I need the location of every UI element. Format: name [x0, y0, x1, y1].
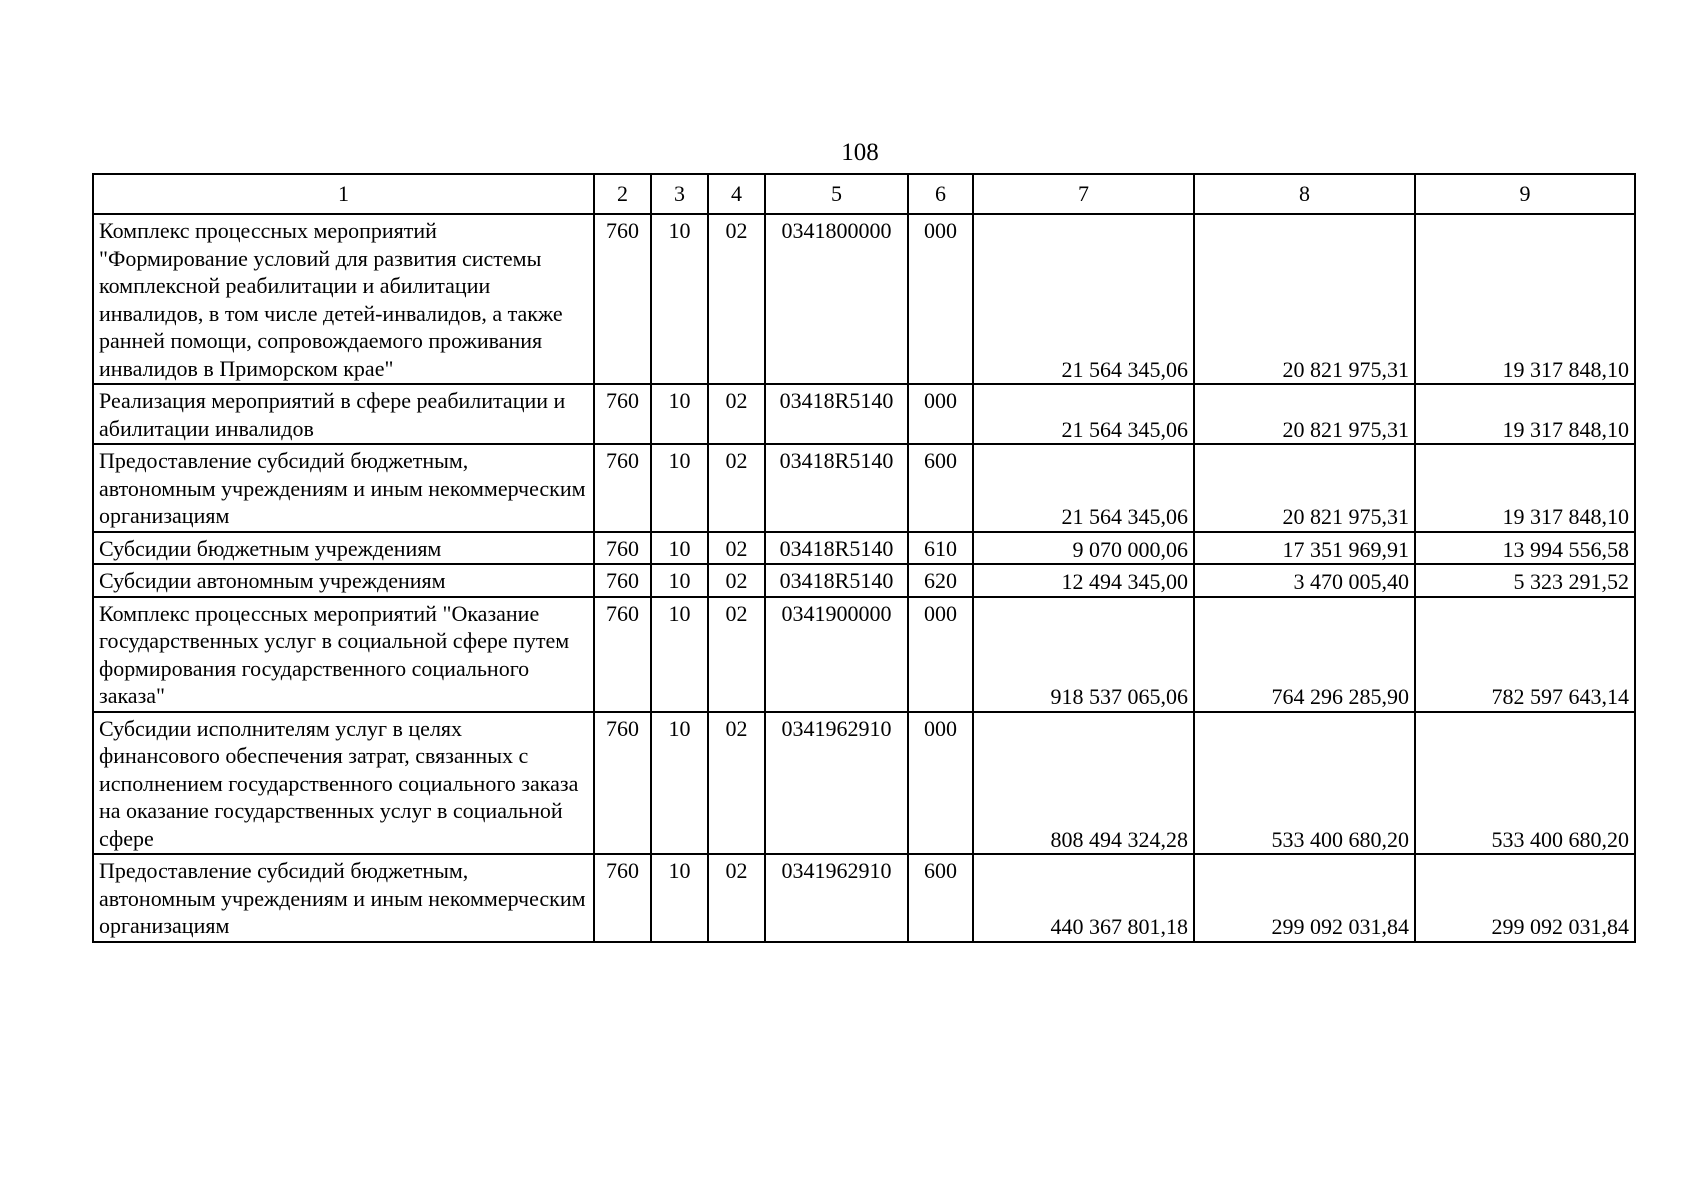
cell-col6: 000	[908, 384, 973, 444]
table-row	[93, 854, 1635, 942]
cell-col8: 20 821 975,31	[1194, 444, 1415, 532]
cell-col4: 02	[708, 532, 765, 565]
cell-col6: 600	[908, 444, 973, 532]
cell-col2: 760	[594, 444, 651, 532]
cell-col4: 02	[708, 444, 765, 532]
column-header: 7	[973, 174, 1194, 214]
cell-col2: 760	[594, 854, 651, 942]
cell-col8: 533 400 680,20	[1194, 712, 1415, 855]
cell-col4: 02	[708, 384, 765, 444]
table-row	[93, 597, 1635, 712]
cell-col9: 19 317 848,10	[1415, 214, 1635, 384]
cell-col8: 299 092 031,84	[1194, 854, 1415, 942]
column-header: 1	[93, 174, 594, 214]
cell-col7: 21 564 345,06	[973, 214, 1194, 384]
cell-col2: 760	[594, 532, 651, 565]
cell-col5: 0341900000	[765, 597, 908, 712]
cell-col5: 03418R5140	[765, 564, 908, 597]
cell-col6: 000	[908, 214, 973, 384]
cell-col3: 10	[651, 214, 708, 384]
cell-col2: 760	[594, 597, 651, 712]
column-header: 4	[708, 174, 765, 214]
cell-col5: 03418R5140	[765, 384, 908, 444]
table-row	[93, 384, 1635, 444]
cell-col3: 10	[651, 564, 708, 597]
cell-col9: 13 994 556,58	[1415, 532, 1635, 565]
row-name: Субсидии исполнителям услуг в целях финансового обеспечения затрат, связанных с исполнением государственного социального заказа на оказание государственных услуг в социальной сфере	[93, 712, 594, 855]
table-row	[93, 532, 1635, 565]
cell-col8: 20 821 975,31	[1194, 214, 1415, 384]
cell-col9: 782 597 643,14	[1415, 597, 1635, 712]
cell-col4: 02	[708, 597, 765, 712]
cell-col7: 808 494 324,28	[973, 712, 1194, 855]
row-name: Субсидии бюджетным учреждениям	[93, 532, 594, 565]
cell-col5: 0341800000	[765, 214, 908, 384]
cell-col3: 10	[651, 532, 708, 565]
cell-col4: 02	[708, 564, 765, 597]
cell-col5: 03418R5140	[765, 532, 908, 565]
row-name: Предоставление субсидий бюджетным, автономным учреждениям и иным некоммерческим организациям	[93, 444, 594, 532]
table-row	[93, 712, 1635, 855]
cell-col9: 19 317 848,10	[1415, 444, 1635, 532]
cell-col3: 10	[651, 712, 708, 855]
row-name: Предоставление субсидий бюджетным, автономным учреждениям и иным некоммерческим организациям	[93, 854, 594, 942]
cell-col6: 610	[908, 532, 973, 565]
page-number: 108	[841, 139, 879, 166]
cell-col7: 9 070 000,06	[973, 532, 1194, 565]
cell-col3: 10	[651, 854, 708, 942]
cell-col7: 21 564 345,06	[973, 444, 1194, 532]
cell-col3: 10	[651, 444, 708, 532]
cell-col2: 760	[594, 712, 651, 855]
cell-col4: 02	[708, 214, 765, 384]
cell-col6: 620	[908, 564, 973, 597]
cell-col6: 000	[908, 597, 973, 712]
table-header-row	[93, 174, 1635, 214]
cell-col5: 03418R5140	[765, 444, 908, 532]
column-header: 3	[651, 174, 708, 214]
cell-col7: 12 494 345,00	[973, 564, 1194, 597]
budget-table	[92, 173, 1636, 943]
cell-col8: 17 351 969,91	[1194, 532, 1415, 565]
cell-col5: 0341962910	[765, 712, 908, 855]
column-header: 6	[908, 174, 973, 214]
table-row	[93, 564, 1635, 597]
cell-col7: 21 564 345,06	[973, 384, 1194, 444]
row-name: Субсидии автономным учреждениям	[93, 564, 594, 597]
cell-col2: 760	[594, 214, 651, 384]
cell-col9: 533 400 680,20	[1415, 712, 1635, 855]
cell-col8: 20 821 975,31	[1194, 384, 1415, 444]
cell-col3: 10	[651, 384, 708, 444]
cell-col3: 10	[651, 597, 708, 712]
cell-col9: 5 323 291,52	[1415, 564, 1635, 597]
cell-col6: 000	[908, 712, 973, 855]
table-row	[93, 214, 1635, 384]
cell-col5: 0341962910	[765, 854, 908, 942]
cell-col4: 02	[708, 854, 765, 942]
column-header: 8	[1194, 174, 1415, 214]
row-name: Реализация мероприятий в сфере реабилитации и абилитации инвалидов	[93, 384, 594, 444]
cell-col8: 3 470 005,40	[1194, 564, 1415, 597]
cell-col2: 760	[594, 384, 651, 444]
cell-col7: 918 537 065,06	[973, 597, 1194, 712]
cell-col2: 760	[594, 564, 651, 597]
row-name: Комплекс процессных мероприятий "Оказание государственных услуг в социальной сфере путем формирования государственного социального заказа"	[93, 597, 594, 712]
column-header: 9	[1415, 174, 1635, 214]
row-name: Комплекс процессных мероприятий "Формирование условий для развития системы комплексной реабилитации и абилитации инвалидов, в том числе детей-инвалидов, а также ранней помощи, сопровождаемого проживания инвалидов в Приморском крае"	[93, 214, 594, 384]
table-row	[93, 444, 1635, 532]
cell-col6: 600	[908, 854, 973, 942]
cell-col7: 440 367 801,18	[973, 854, 1194, 942]
column-header: 5	[765, 174, 908, 214]
cell-col4: 02	[708, 712, 765, 855]
column-header: 2	[594, 174, 651, 214]
cell-col9: 19 317 848,10	[1415, 384, 1635, 444]
cell-col9: 299 092 031,84	[1415, 854, 1635, 942]
cell-col8: 764 296 285,90	[1194, 597, 1415, 712]
